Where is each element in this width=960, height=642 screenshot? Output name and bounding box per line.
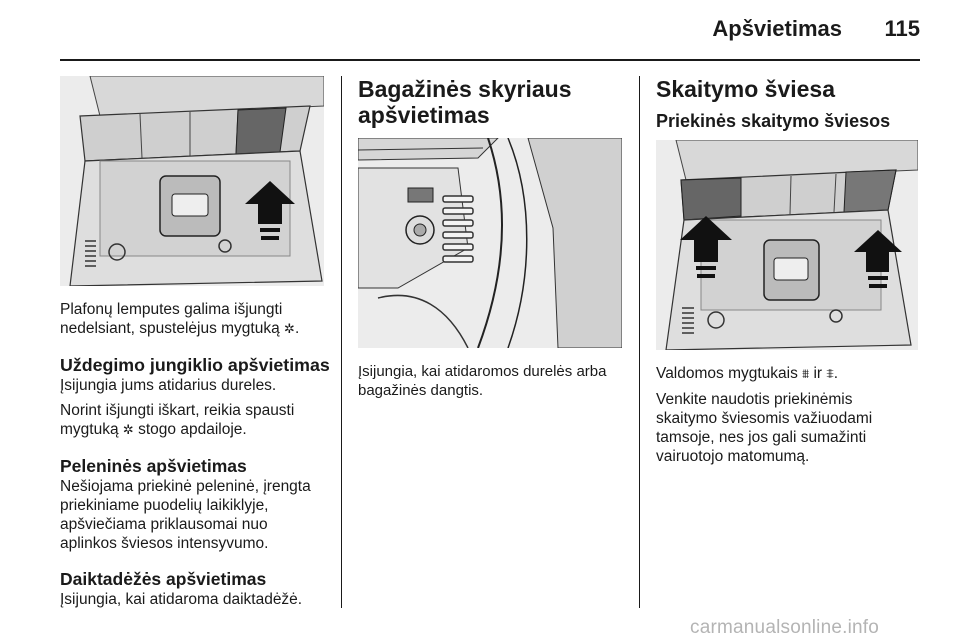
text-line: Venkite naudotis priekinėmis — [656, 391, 853, 408]
paragraph — [358, 362, 626, 400]
text-line: Norint išjungti iškart, reikia spausti — [60, 402, 295, 419]
interior-light-icon: ✲ — [122, 423, 134, 438]
section-title: Skaitymo šviesa — [656, 76, 836, 102]
text-line: bagažinės dangtis. — [358, 382, 484, 399]
reading-light-left-icon: ⩩ — [802, 367, 810, 382]
figure-reading-lights — [656, 140, 918, 350]
text-line: stogo apdailoje. — [138, 421, 247, 438]
section-heading: Peleninės apšvietimas — [60, 456, 247, 476]
text-line: priekiniame puodelių laikiklyje, — [60, 497, 269, 514]
chapter-title: Apšvietimas — [712, 16, 842, 41]
watermark: carmanualsonline.info — [690, 617, 880, 638]
text-line: Plafonų lemputes galima išjungti — [60, 301, 283, 318]
interior-light-icon: ✲ — [284, 322, 295, 337]
page-header — [0, 0, 960, 60]
text-line: skaitymo šviesomis važiuodami — [656, 410, 873, 427]
text-line: Įsijungia, kai atidaromos durelės arba — [358, 363, 607, 380]
figure-roof-console — [60, 76, 324, 286]
paragraph — [60, 401, 328, 440]
column-divider-2 — [639, 76, 640, 608]
text-line: vairuotojo matomumą. — [656, 448, 810, 465]
text-line: apšviečiama priklausomai nuo — [60, 516, 268, 533]
text-line: nedelsiant, spustelėjus mygtuką — [60, 320, 280, 337]
right-column — [656, 76, 920, 466]
middle-column — [358, 76, 626, 400]
subsection-title: Priekinės skaitymo šviesos — [656, 111, 891, 131]
header-rule — [60, 59, 920, 61]
title-line: Bagažinės skyriaus — [358, 76, 572, 102]
text-line: mygtuką — [60, 421, 119, 438]
paragraph: Valdomos mygtukais ⩩ ir ⩨. — [656, 365, 839, 382]
paragraph — [656, 390, 920, 466]
section-heading: Daiktadėžės apšvietimas — [60, 569, 267, 589]
text-line: Valdomos mygtukais — [656, 365, 798, 382]
paragraph: Plafonų lemputes galima išjungti nedelsiant, spustelėjus mygtuką ✲. — [60, 301, 300, 337]
section-title — [358, 76, 626, 128]
text-line: aplinkos šviesos intensyvumo. — [60, 535, 269, 552]
column-divider-1 — [341, 76, 342, 608]
paragraph — [60, 477, 328, 553]
figure-trunk-light — [358, 138, 622, 348]
text-line: Nešiojama priekinė peleninė, įrengta — [60, 478, 311, 495]
reading-light-right-icon: ⩨ — [826, 367, 834, 382]
section-heading: Uždegimo jungiklio apšvietimas — [60, 355, 330, 375]
title-line: apšvietimas — [358, 102, 490, 128]
page-number: 115 — [884, 16, 920, 41]
text-line: Įsijungia jums atidarius dureles. — [60, 377, 277, 394]
text-line: tamsoje, nes jos gali sumažinti — [656, 429, 867, 446]
text-line: ir — [813, 365, 823, 382]
left-column — [60, 76, 328, 609]
text-line: Įsijungia, kai atidaroma daiktadėžė. — [60, 591, 303, 608]
